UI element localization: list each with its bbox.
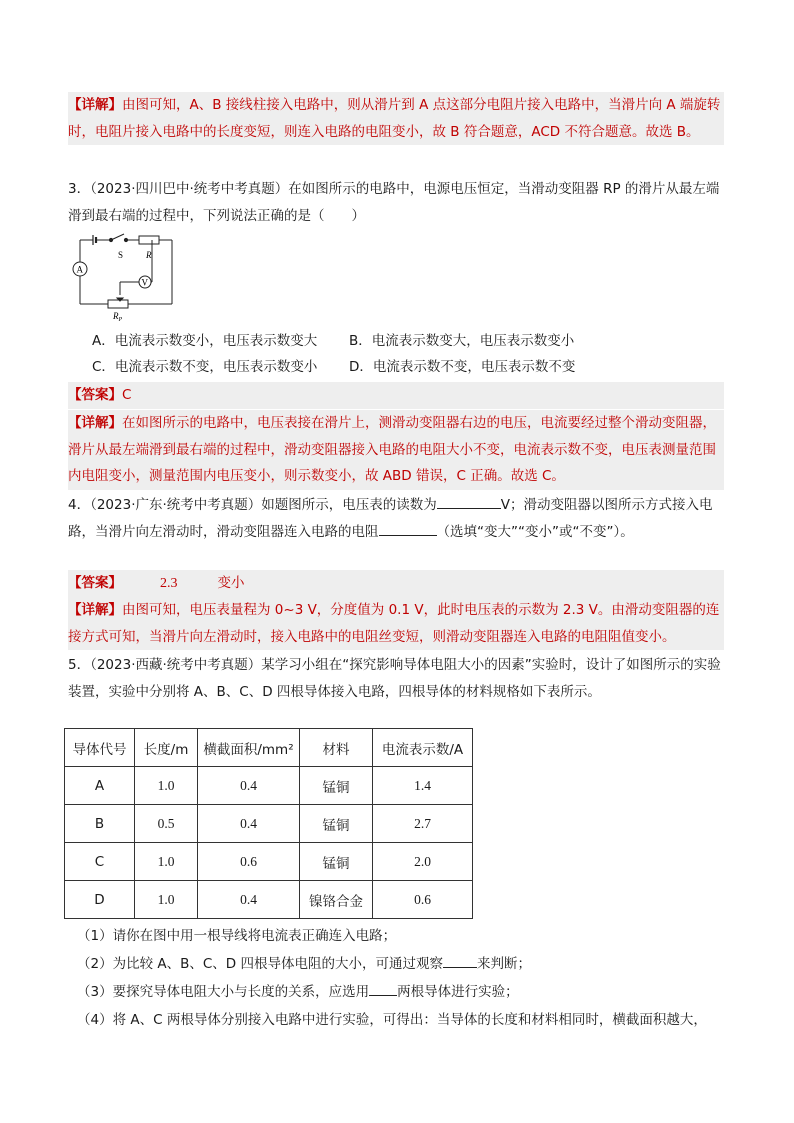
table-cell: 1.0 — [135, 843, 198, 881]
q3-detail-block — [68, 410, 724, 490]
table-row — [65, 767, 473, 805]
table-row — [65, 881, 473, 919]
q4-detail-text: 由图可知，电压表量程为 0~3 V，分度值为 0.1 V，此时电压表的示数为 2.3 V。由滑动变阻器的连接方式可知，当滑片向左滑动时，接入电路中的电阻丝变短，则滑动变阻器连入电路的电阻阻值变小。 — [68, 602, 720, 645]
q3-options — [92, 328, 606, 380]
voltmeter-label: V — [141, 277, 148, 288]
table-cell: 锰铜 — [300, 767, 373, 805]
detail-tag: 【详解】 — [68, 602, 122, 618]
q3-answer: C — [122, 387, 132, 403]
table-cell: 0.4 — [198, 805, 300, 843]
table-header-cell: 材料 — [300, 729, 373, 767]
q4-blank-1[interactable] — [437, 494, 501, 509]
q3-option-b[interactable]: B．电流表示数变大，电压表示数变小 — [349, 333, 575, 349]
table-cell: 2.0 — [373, 843, 473, 881]
q5-sub4: （4）将 A、C 两根导体分别接入电路中进行实验，可得出：当导体的长度和材料相同时，横截面积越大， — [77, 1012, 707, 1028]
table-header-cell: 长度/m — [135, 729, 198, 767]
q4-answer-1: 2.3 — [160, 576, 178, 591]
q3-circuit-diagram — [66, 232, 184, 326]
q4-stem: 4．（2023·广东·统考中考真题）如题图所示，电压表的读数为 V；滑动变阻器以图所示方式接入电路，当滑片向左滑动时，滑动变阻器连入电路的电阻 （选填“变大”“变小”或“不变”）。 — [68, 492, 724, 545]
table-header-cell: 电流表示数/A — [373, 729, 473, 767]
q3-option-a[interactable]: A．电流表示数变小，电压表示数变大 — [92, 333, 318, 349]
answer-tag: 【答案】 — [68, 575, 122, 591]
table-row — [65, 805, 473, 843]
q3-detail-text: 在如图所示的电路中，电压表接在滑片上，测滑动变阻器右边的电压，电流要经过整个滑动变阻器，滑片从最左端滑到最右端的过程中，滑动变阻器接入电路的电阻大小不变，电流表示数不变，电压表测量范围内电阻变小，测量范围内电压变小，则示数变小，故 ABD 错误，C 正确。故选 C。 — [68, 415, 716, 484]
q3-stem: 3．（2023·四川巴中·统考中考真题）在如图所示的电路中，电源电压恒定，当滑动变阻器 RP 的滑片从最左端滑到最右端的过程中，下列说法正确的是（ ） — [68, 181, 720, 224]
q2-detail-text: 由图可知，A、B 接线柱接入电路中，则从滑片到 A 点这部分电阻片接入电路中，当滑片向 A 端旋转时，电阻片接入电路中的长度变短，则连入电路的电阻变小，故 B 符合题意，ACD 不符合题意。故选 B。 — [68, 97, 721, 140]
answer-tag: 【答案】 — [68, 387, 122, 403]
table-cell: 1.0 — [135, 767, 198, 805]
table-header-cell: 导体代号 — [65, 729, 135, 767]
q4-blank-2[interactable] — [379, 521, 437, 536]
q4-answer-2: 变小 — [217, 575, 245, 591]
ammeter-label: A — [76, 264, 83, 275]
rheostat-label: $R_P$ — [113, 311, 123, 323]
q5-sub3: （3）要探究导体电阻大小与长度的关系，应选用 两根导体进行实验； — [77, 978, 519, 1006]
q5-sub2: （2）为比较 A、B、C、D 四根导体电阻的大小，可通过观察 来判断； — [77, 950, 531, 978]
table-cell: 0.6 — [198, 843, 300, 881]
table-cell: 1.4 — [373, 767, 473, 805]
table-cell: 1.0 — [135, 881, 198, 919]
table-cell: 2.7 — [373, 805, 473, 843]
table-cell: B — [65, 805, 135, 843]
q5-stem: 5．（2023·西藏·统考中考真题）某学习小组在“探究影响导体电阻大小的因素”实验时，设计了如图所示的实验装置，实验中分别将 A、B、C、D 四根导体接入电路，四根导体的材料规格如下表所示。 — [68, 657, 721, 700]
table-row — [65, 843, 473, 881]
table-header-cell: 横截面积/mm² — [198, 729, 300, 767]
table-cell: 0.6 — [373, 881, 473, 919]
q4-detail-block — [68, 597, 724, 650]
table-cell: 锰铜 — [300, 805, 373, 843]
detail-tag: 【详解】 — [68, 415, 122, 431]
q5-conductor-table — [64, 728, 473, 919]
table-header-row — [65, 729, 473, 767]
table-cell: 镍铬合金 — [300, 881, 373, 919]
table-cell: 0.5 — [135, 805, 198, 843]
table-cell: 0.4 — [198, 767, 300, 805]
detail-tag: 【详解】 — [68, 97, 122, 113]
resistor-label: R — [146, 250, 152, 260]
switch-label: S — [118, 250, 124, 260]
table-cell: D — [65, 881, 135, 919]
q5-sub1: （1）请你在图中用一根导线将电流表正确连入电路； — [77, 928, 397, 944]
table-cell: 锰铜 — [300, 843, 373, 881]
table-cell: C — [65, 843, 135, 881]
table-cell: A — [65, 767, 135, 805]
q3-answer-block — [68, 382, 724, 409]
q5-blank-2[interactable] — [443, 953, 477, 968]
q5-blank-3[interactable] — [369, 981, 397, 996]
q4-answer-block — [68, 570, 724, 598]
q2-detail-block — [68, 92, 724, 145]
q3-option-c[interactable]: C．电流表示数不变，电压表示数变小 — [92, 359, 318, 375]
table-cell: 0.4 — [198, 881, 300, 919]
q3-option-d[interactable]: D．电流表示数不变，电压表示数不变 — [349, 359, 576, 375]
